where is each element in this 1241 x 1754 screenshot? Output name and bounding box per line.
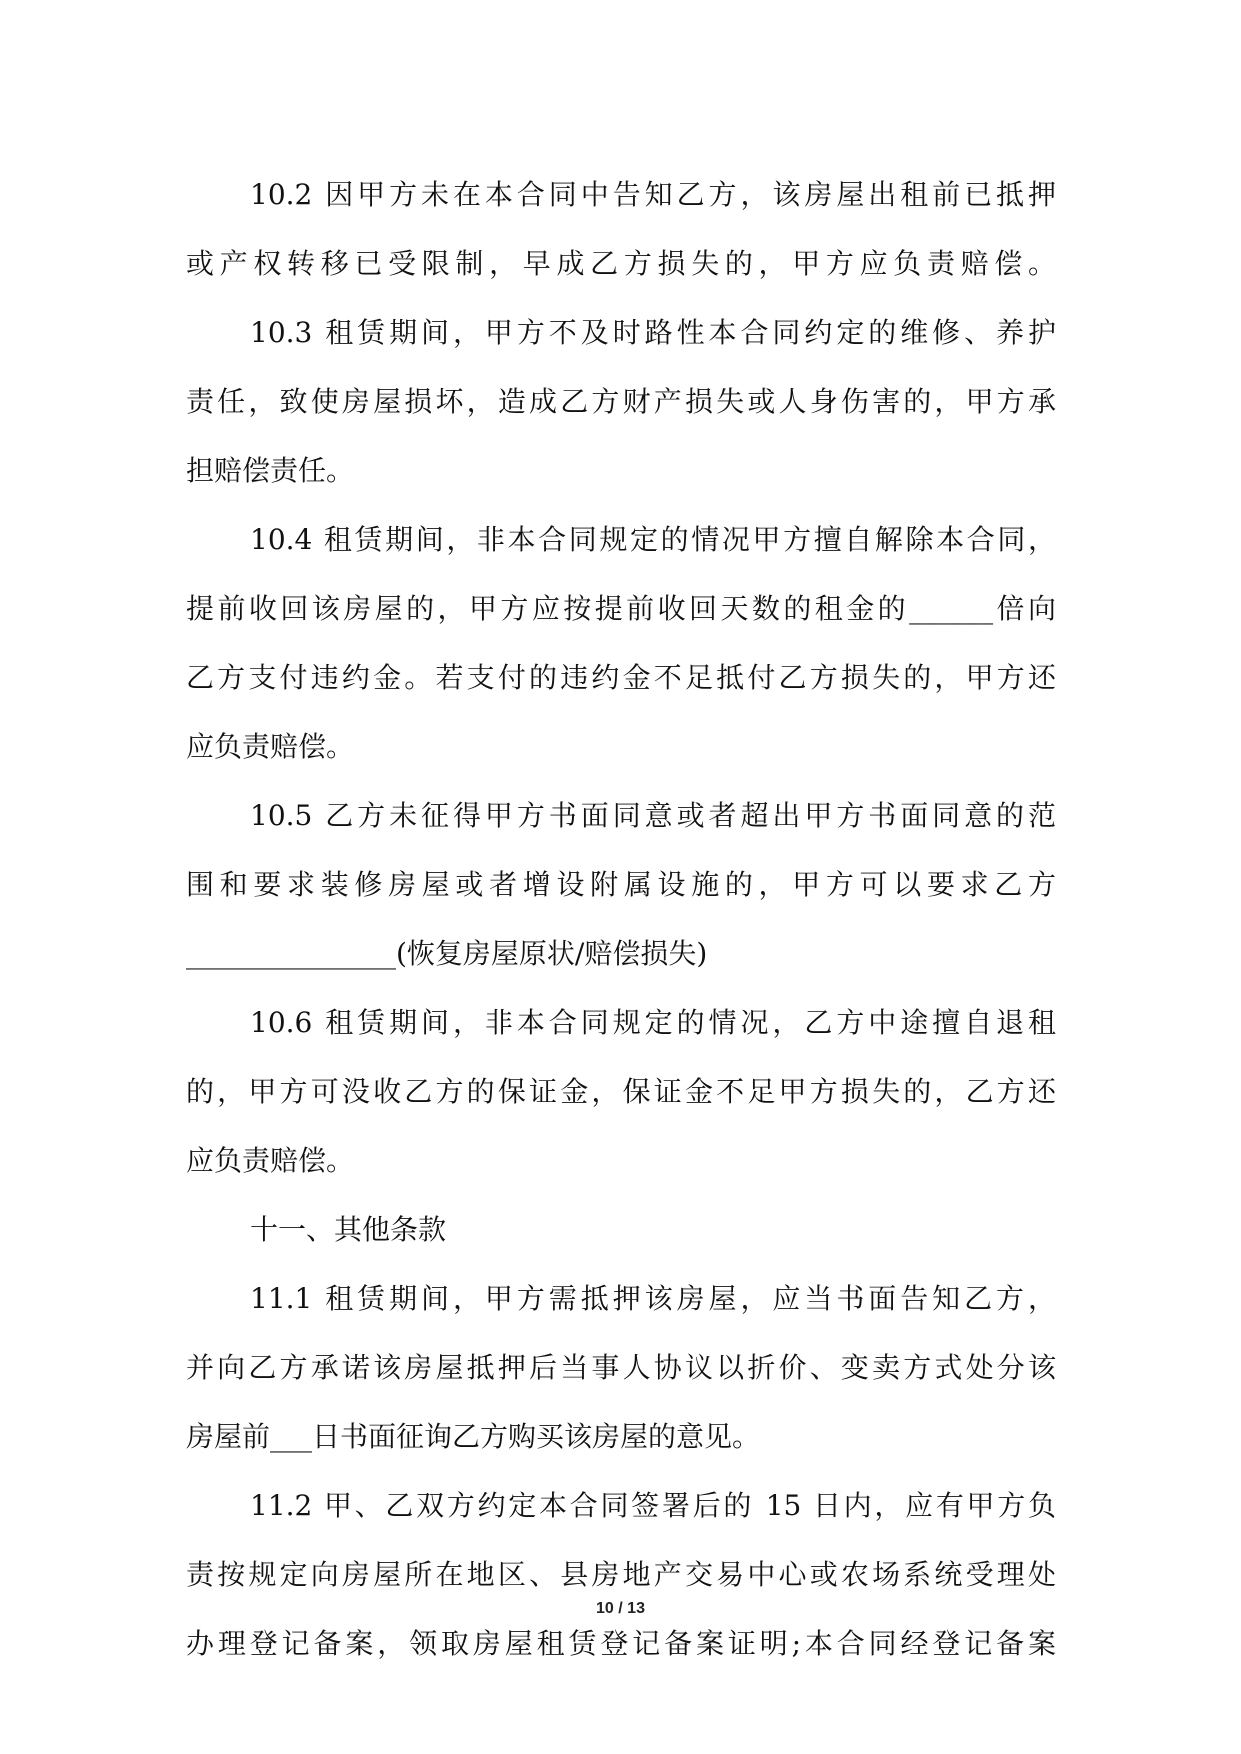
clause-11-2-line-1: 11.2 甲、乙双方约定本合同签署后的 15 日内，应有甲方负 <box>250 1489 1056 1522</box>
clause-10-5-line-2: 围和要求装修房屋或者增设附属设施的，甲方可以要求乙方 <box>186 868 1056 901</box>
clause-10-3-line-3: 担赔偿责任。 <box>186 454 355 487</box>
clause-10-4-line-3: 乙方支付违约金。若支付的违约金不足抵付乙方损失的，甲方还 <box>186 661 1056 694</box>
clause-10-6-line-3: 应负责赔偿。 <box>186 1144 355 1177</box>
clause-10-3-line-2: 责任，致使房屋损坏，造成乙方财产损失或人身伤害的，甲方承 <box>186 385 1056 418</box>
section-heading-11: 十一、其他条款 <box>250 1213 447 1246</box>
clause-11-1-line-1: 11.1 租赁期间，甲方需抵押该房屋，应当书面告知乙方， <box>250 1282 1056 1315</box>
clause-11-1-line-2: 并向乙方承诺该房屋抵押后当事人协议以折价、变卖方式处分该 <box>186 1351 1056 1384</box>
clause-10-4-line-4: 应负责赔偿。 <box>186 730 355 763</box>
clause-11-1-line-3: 房屋前___日书面征询乙方购买该房屋的意见。 <box>186 1420 761 1453</box>
clause-10-4-line-1: 10.4 租赁期间，非本合同规定的情况甲方擅自解除本合同， <box>250 523 1056 556</box>
clause-10-6-line-2: 的，甲方可没收乙方的保证金，保证金不足甲方损失的，乙方还 <box>186 1075 1056 1108</box>
clause-10-5-line-1: 10.5 乙方未征得甲方书面同意或者超出甲方书面同意的范 <box>250 799 1056 832</box>
clause-10-5-line-3: _______________(恢复房屋原状/赔偿损失) <box>186 937 708 970</box>
clause-10-3-line-1: 10.3 租赁期间，甲方不及时路性本合同约定的维修、养护 <box>250 316 1056 349</box>
clause-11-2-line-2: 责按规定向房屋所在地区、县房地产交易中心或农场系统受理处 <box>186 1558 1056 1591</box>
clause-10-2-line-1: 10.2 因甲方未在本合同中告知乙方，该房屋出租前已抵押 <box>250 178 1056 211</box>
clause-10-2-line-2: 或产权转移已受限制，早成乙方损失的，甲方应负责赔偿。 <box>186 247 1056 280</box>
page-number: 10 / 13 <box>596 1600 645 1617</box>
clause-11-2-line-3: 办理登记备案，领取房屋租赁登记备案证明;本合同经登记备案 <box>186 1627 1056 1660</box>
clause-10-6-line-1: 10.6 租赁期间，非本合同规定的情况，乙方中途擅自退租 <box>250 1006 1056 1039</box>
clause-10-4-line-2: 提前收回该房屋的，甲方应按提前收回天数的租金的______倍向 <box>186 592 1056 625</box>
